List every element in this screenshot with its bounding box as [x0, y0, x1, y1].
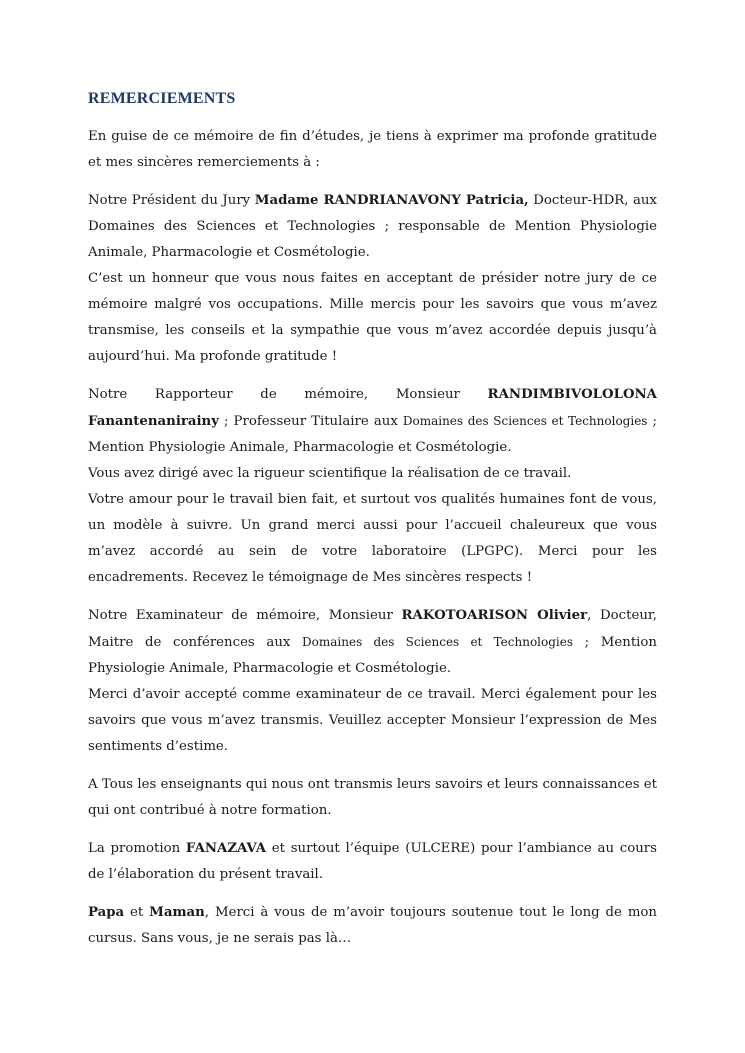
president-thanks: C’est un honneur que vous nous faites en acceptant de présider notre jury de ce mémoire malgré vos occupations. Mille mercis pour les savoirs que vous m’avez transmise, les conseils et la sympathie que vous m’avez accordée depuis jusqu’à aujourd’hui. Ma profonde gratitude ! — [88, 271, 657, 364]
enseignants-paragraph: A Tous les enseignants qui nous ont transmis leurs savoirs et leurs connaissances et qui ont contribué à notre formation. — [88, 777, 657, 818]
papa-label: Papa — [88, 905, 125, 920]
page-title: REMERCIEMENTS — [88, 90, 236, 107]
parents-suffix: , Merci à vous de m’avoir toujours soutenue tout le long de mon cursus. Sans vous, je ne serais pas là… — [88, 905, 657, 946]
examinateur-paragraph — [88, 603, 657, 682]
rapporteur-name: RANDIMBIVOLOLONA Fanantenanirainy — [88, 387, 657, 429]
examinateur-prefix: Notre Examinateur de mémoire, Monsieur — [88, 608, 402, 623]
rapporteur-line3: Votre amour pour le travail bien fait, et surtout vos qualités humaines font de vous, un modèle à suivre. Un grand merci aussi pour l’accueil chaleureux que vous m’avez accordé au sein de votre laboratoire (LPGPC). Merci pour les encadrements. Recevez le témoignage de Mes sincères respects ! — [88, 492, 657, 585]
examinateur-mid: , Docteur, Maitre de conférences aux — [88, 608, 658, 650]
parents-et: et — [124, 905, 150, 920]
president-suffix: Docteur-HDR, aux Domaines des Sciences et Technologies ; responsable de Mention Physiologie Animale, Pharmacologie et Cosmétologie. — [88, 193, 657, 260]
parents-paragraph — [88, 900, 657, 952]
rapporteur-domain: Domaines des Sciences et Technologies — [402, 414, 648, 428]
examinateur-name: RAKOTOARISON Olivier — [401, 608, 588, 623]
president-name: Madame RANDRIANAVONY Patricia, — [254, 193, 529, 208]
examinateur-thanks: Merci d’avoir accepté comme examinateur de ce travail. Merci également pour les savoirs que vous m’avez transmis. Veuillez accepter Monsieur l’expression de Mes sentiments d’estime. — [88, 687, 657, 754]
rapporteur-mid: ; Professeur Titulaire aux — [218, 414, 403, 429]
intro-paragraph — [88, 124, 657, 176]
rapporteur-prefix: Notre Rapporteur de mémoire, Monsieur — [88, 387, 488, 402]
rapporteur-line2: Vous avez dirigé avec la rigueur scientifique la réalisation de ce travail. — [88, 466, 572, 481]
rapporteur-suffix: ; Mention Physiologie Animale, Pharmacologie et Cosmétologie. — [88, 414, 657, 455]
promotion-suffix: et surtout l’équipe (ULCERE) pour l’ambiance au cours de l’élaboration du présent travail. — [88, 841, 657, 882]
examinateur-domain: Domaines des Sciences et Technologies — [302, 635, 574, 649]
rapporteur-paragraph — [88, 382, 657, 461]
promotion-name: FANAZAVA — [185, 841, 267, 856]
maman-label: Maman — [149, 905, 205, 920]
promotion-paragraph — [88, 836, 657, 888]
intro-text: En guise de ce mémoire de fin d’études, je tiens à exprimer ma profonde gratitude et mes sincères remerciements à : — [88, 129, 657, 170]
examinateur-suffix: ; Mention Physiologie Animale, Pharmacologie et Cosmétologie. — [88, 635, 657, 676]
president-paragraph — [88, 188, 657, 266]
promotion-prefix: La promotion — [88, 841, 186, 856]
president-prefix: Notre Président du Jury — [88, 193, 255, 208]
